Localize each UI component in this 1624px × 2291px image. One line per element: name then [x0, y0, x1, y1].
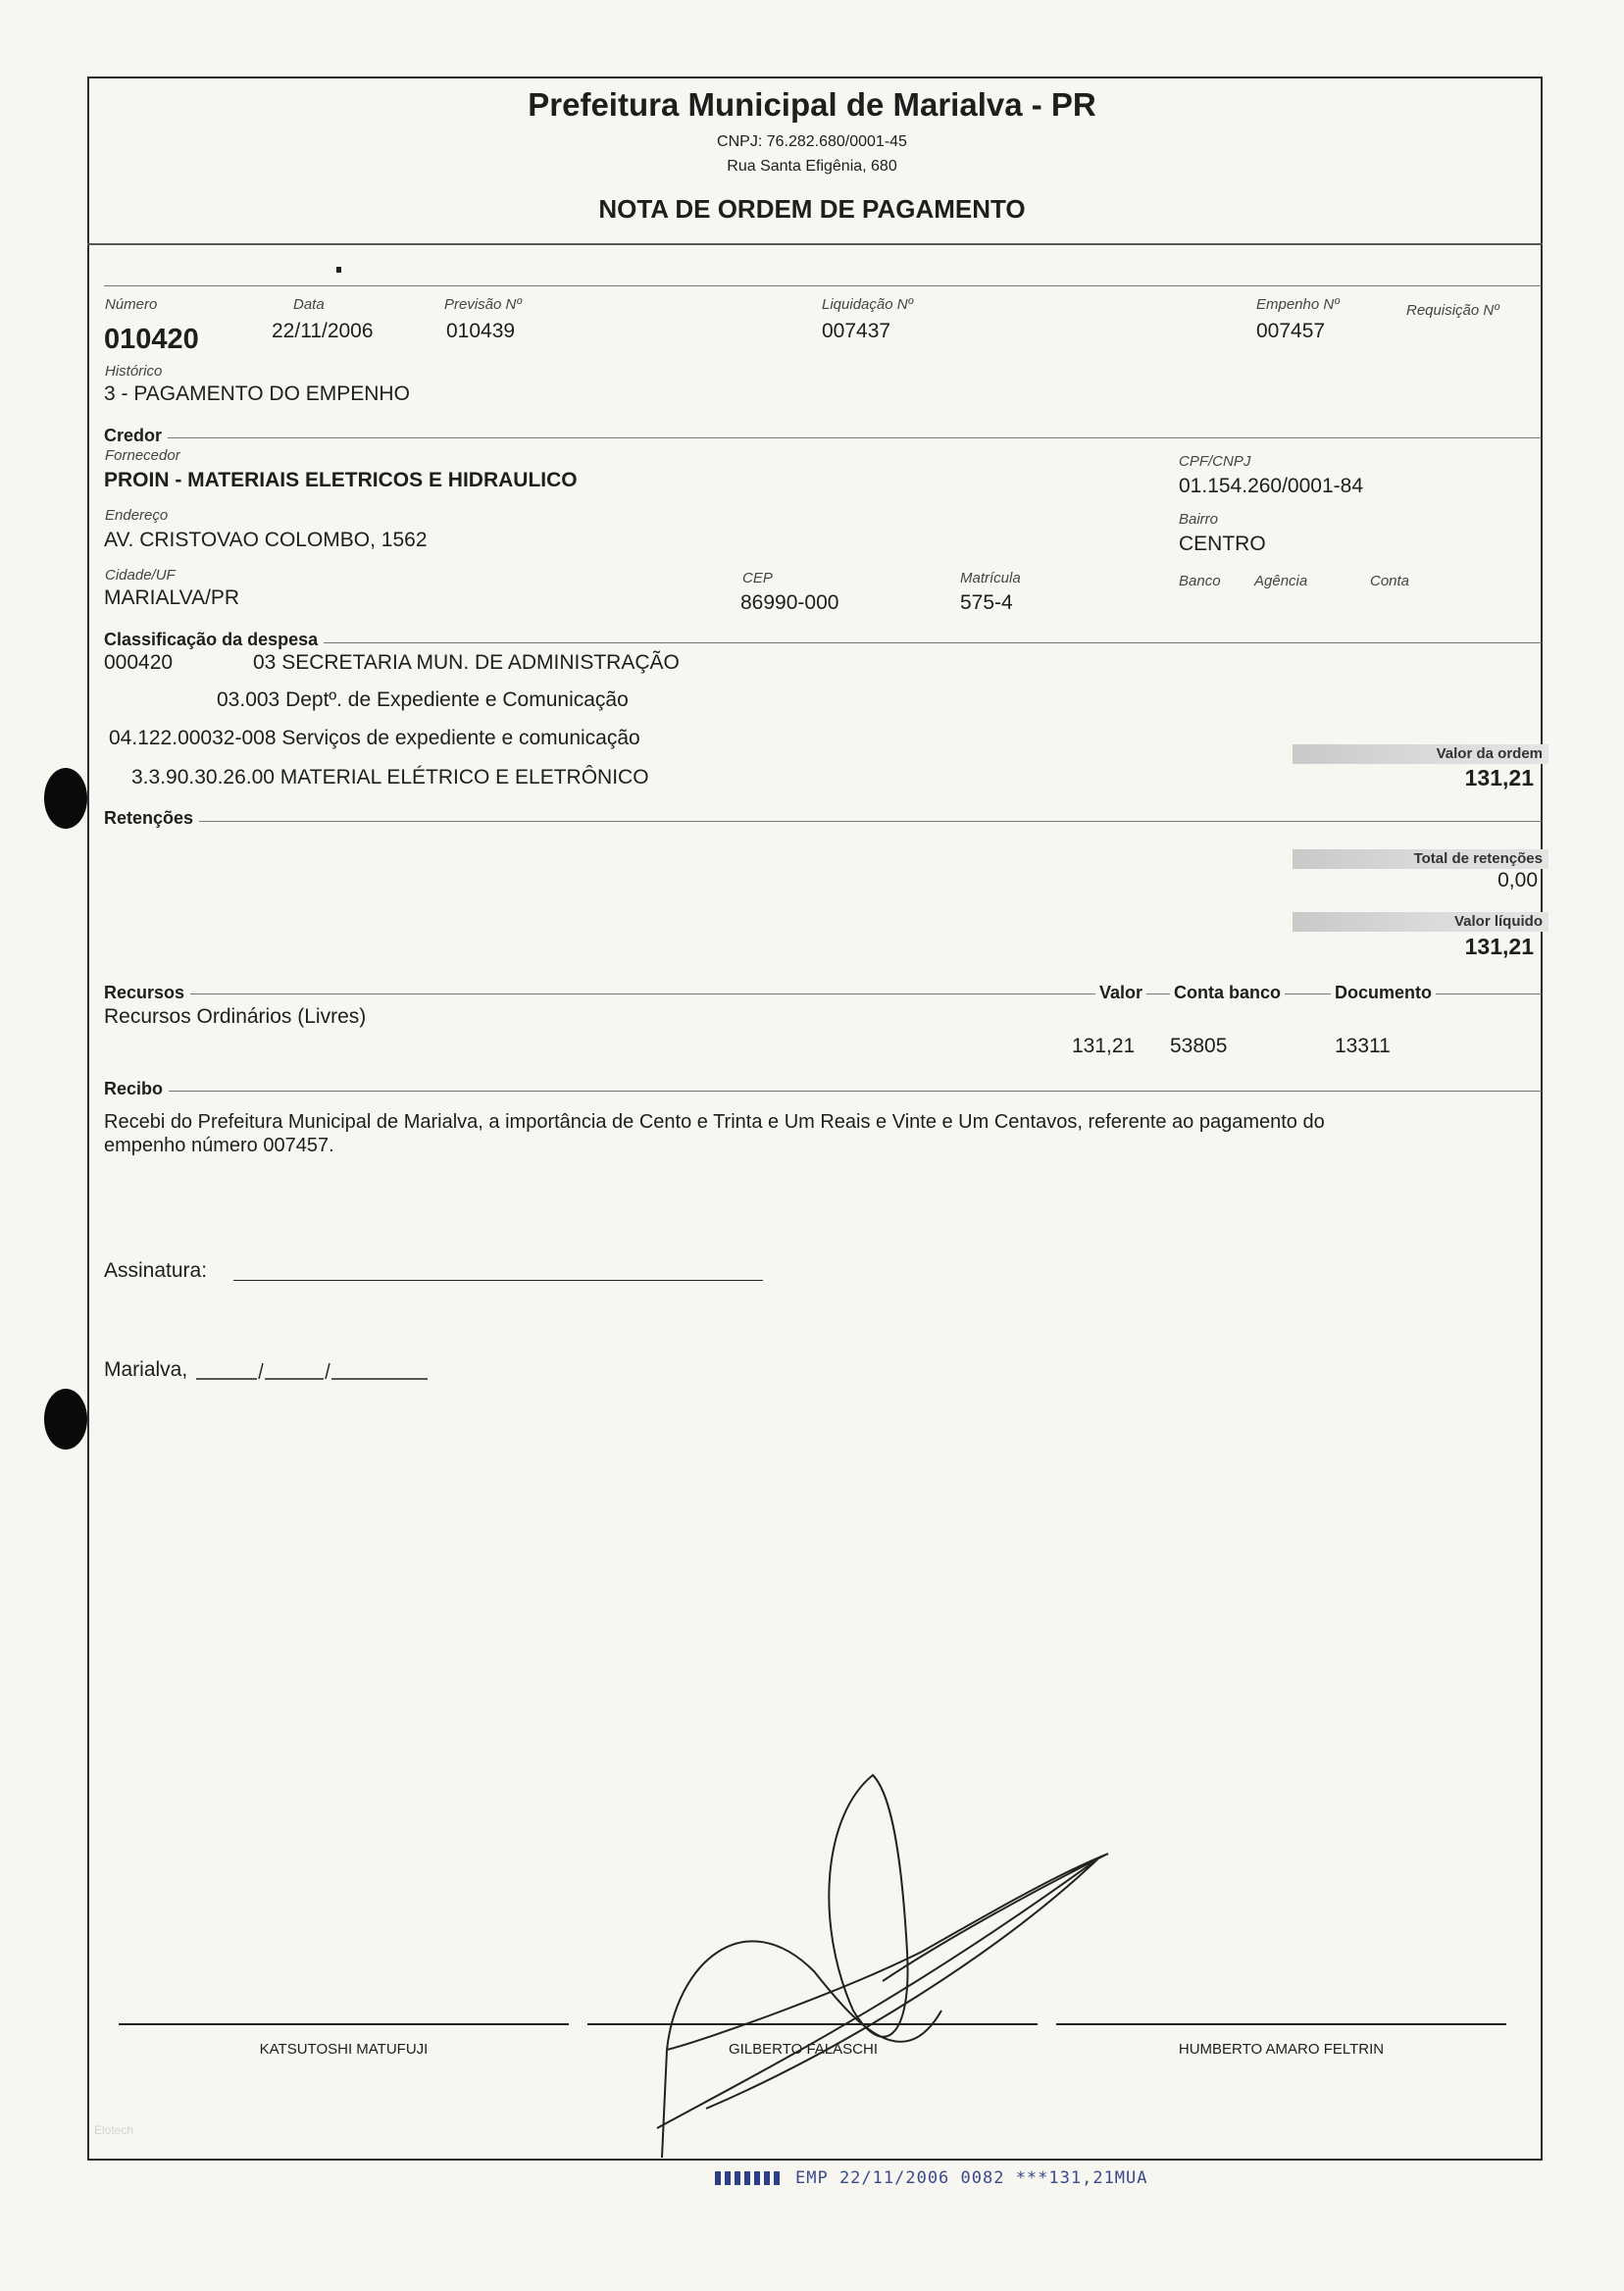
org-cnpj: CNPJ: 76.282.680/0001-45: [717, 133, 907, 150]
assinatura-line: [233, 1280, 763, 1281]
signatory-2-name: GILBERTO FALASCHI: [729, 2041, 878, 2058]
historico-value: 3 - PAGAMENTO DO EMPENHO: [104, 382, 410, 405]
handwritten-signature: [647, 1756, 1196, 2167]
classificacao-line-2: 03.003 Deptº. de Expediente e Comunicação: [217, 688, 629, 711]
retencoes-rule: [104, 821, 1542, 822]
date-blanks-graphic: [194, 1361, 430, 1381]
data-value: 22/11/2006: [272, 320, 374, 342]
ids-top-rule: [104, 285, 1542, 286]
classificacao-line-4: 3.3.90.30.26.00 MATERIAL ELÉTRICO E ELETRÔNICO: [131, 766, 649, 789]
conta-label: Conta: [1370, 573, 1410, 589]
credor-section-title: Credor: [104, 426, 168, 446]
agencia-label: Agência: [1254, 573, 1308, 589]
header-divider: [87, 243, 1543, 245]
hole-punch-top: [44, 768, 87, 829]
numero-value: 010420: [104, 324, 199, 355]
recursos-documento: 13311: [1335, 1035, 1391, 1057]
local-data-label: Marialva,: [104, 1358, 188, 1381]
signatory-3-name: HUMBERTO AMARO FELTRIN: [1178, 2041, 1385, 2058]
liquidacao-value: 007437: [822, 320, 891, 342]
recursos-col-valor: Valor: [1095, 983, 1146, 1003]
valor-ordem-label-bar: [1293, 744, 1548, 764]
requisicao-label: Requisição Nº: [1406, 302, 1499, 319]
recursos-conta: 53805: [1170, 1035, 1228, 1057]
endereco-value: AV. CRISTOVAO COLOMBO, 1562: [104, 529, 428, 551]
valor-ordem-label: Valor da ordem: [1436, 745, 1543, 762]
recibo-section-title: Recibo: [104, 1079, 169, 1099]
org-title: Prefeitura Municipal de Marialva - PR: [528, 86, 1096, 123]
numero-label: Número: [105, 296, 158, 313]
hole-punch-bottom: [44, 1389, 87, 1450]
fornecedor-label: Fornecedor: [105, 447, 180, 464]
historico-label: Histórico: [105, 363, 163, 380]
bairro-label: Bairro: [1179, 511, 1219, 528]
recursos-rule: [104, 993, 1542, 994]
local-date-blanks: [194, 1361, 430, 1379]
fornecedor-value: PROIN - MATERIAIS ELETRICOS E HIDRAULICO: [104, 469, 578, 491]
data-label: Data: [293, 296, 325, 313]
recursos-col-conta: Conta banco: [1170, 983, 1285, 1003]
empenho-label: Empenho Nº: [1256, 296, 1340, 313]
signatory-1-name: KATSUTOSHI MATUFUJI: [259, 2041, 429, 2058]
cidade-label: Cidade/UF: [105, 567, 176, 584]
total-retencoes-label-bar: [1293, 849, 1548, 869]
credor-rule: [104, 437, 1542, 438]
assinatura-label: Assinatura:: [104, 1259, 208, 1282]
retencoes-section-title: Retenções: [104, 808, 199, 829]
valor-ordem-value: 131,21: [1464, 765, 1534, 790]
classificacao-line-1: 03 SECRETARIA MUN. DE ADMINISTRAÇÃO: [253, 651, 680, 674]
previsao-label: Previsão Nº: [444, 296, 522, 313]
matricula-value: 575-4: [960, 591, 1013, 614]
banco-label: Banco: [1179, 573, 1221, 589]
total-retencoes-label: Total de retenções: [1413, 850, 1543, 867]
recursos-col-documento: Documento: [1331, 983, 1436, 1003]
total-retencoes-value: 0,00: [1497, 869, 1538, 891]
bank-stamp: [715, 2168, 1148, 2188]
org-address: Rua Santa Efigênia, 680: [727, 158, 897, 175]
stamp-text: EMP 22/11/2006 0082 ***131,21MUA: [795, 2168, 1148, 2188]
valor-liquido-value: 131,21: [1464, 934, 1534, 959]
stray-mark: [336, 267, 341, 273]
cpf-value: 01.154.260/0001-84: [1179, 475, 1364, 497]
empenho-value: 007457: [1256, 320, 1326, 342]
recursos-valor: 131,21: [1072, 1035, 1136, 1057]
classificacao-line-3: 04.122.00032-008 Serviços de expediente e comunicação: [109, 727, 640, 749]
liquidacao-label: Liquidação Nº: [822, 296, 914, 313]
document-title: NOTA DE ORDEM DE PAGAMENTO: [598, 194, 1026, 224]
recursos-section-title: Recursos: [104, 983, 190, 1003]
signature-line-1: [119, 2023, 569, 2025]
valor-liquido-label: Valor líquido: [1453, 913, 1543, 930]
matricula-label: Matrícula: [960, 570, 1021, 586]
recibo-text-line-1: Recebi do Prefeitura Municipal de Marialva, a importância de Cento e Trinta e Um Reais e Vinte e Um Centavos, referente ao pagamento do: [104, 1111, 1325, 1133]
faint-footer-mark: Elotech: [94, 2123, 134, 2137]
cpf-label: CPF/CNPJ: [1179, 453, 1251, 470]
recibo-rule: [104, 1091, 1542, 1092]
bairro-value: CENTRO: [1179, 533, 1266, 555]
recibo-text-line-2: empenho número 007457.: [104, 1135, 334, 1156]
cidade-value: MARIALVA/PR: [104, 586, 240, 609]
classificacao-code: 000420: [104, 651, 174, 674]
cep-value: 86990-000: [740, 591, 839, 614]
endereco-label: Endereço: [105, 507, 169, 524]
cep-label: CEP: [742, 570, 773, 586]
recursos-nome: Recursos Ordinários (Livres): [104, 1005, 367, 1028]
classificacao-section-title: Classificação da despesa: [104, 630, 324, 650]
previsao-value: 010439: [446, 320, 516, 342]
valor-liquido-label-bar: [1293, 912, 1548, 932]
bank-logo-icon: [715, 2171, 780, 2185]
